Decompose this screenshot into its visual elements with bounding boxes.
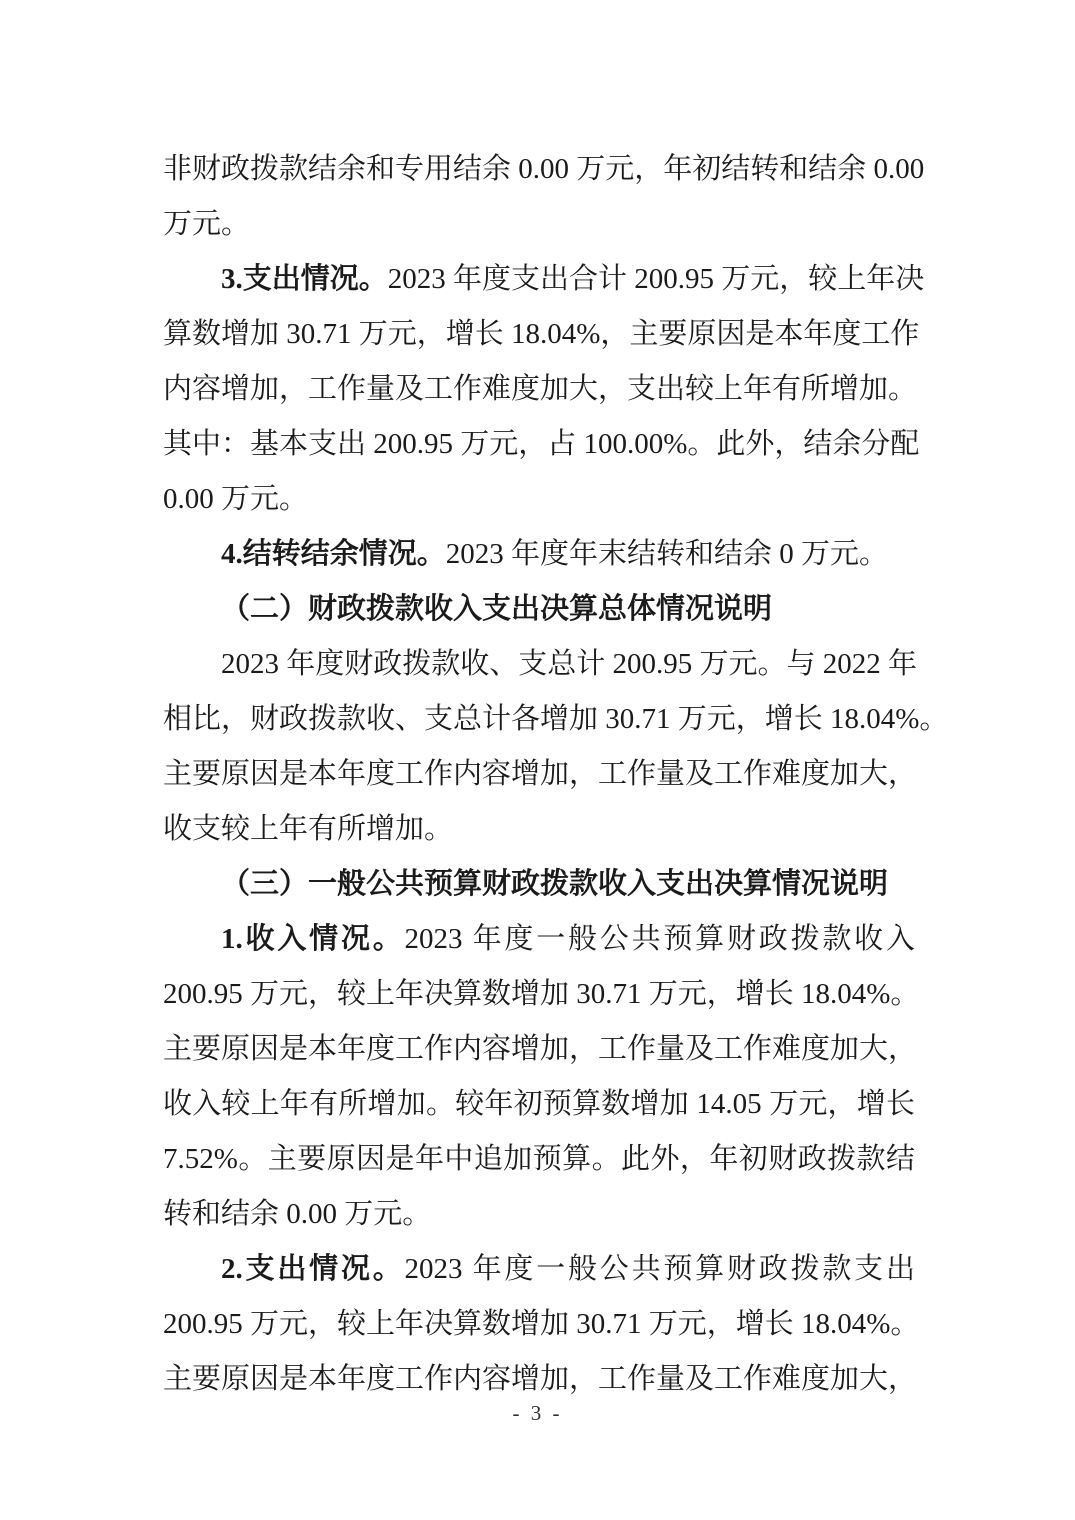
text-segment: 主要原因是本年度工作内容增加，工作量及工作难度加大， <box>163 1363 918 1395</box>
text-segment: 万元。 <box>163 208 251 240</box>
text-line <box>163 1132 915 1187</box>
text-segment: 相比，财政拨款收、支总计各增加 30.71 万元，增长 18.04%。 <box>163 703 949 735</box>
text-segment: 其中：基本支出 200.95 万元，占 100.00%。此外，结余分配 <box>163 428 920 460</box>
text-line <box>163 802 915 857</box>
text-line <box>163 362 918 417</box>
text-line <box>163 692 949 747</box>
text-line <box>163 912 915 967</box>
text-line <box>163 197 915 252</box>
text-line <box>163 472 915 527</box>
bold-text-segment: 2.支出情况。 <box>221 1253 405 1285</box>
text-segment: 200.95 万元，较上年决算数增加 30.71 万元，增长 18.04%。 <box>163 1308 920 1340</box>
bold-text-segment: （三）一般公共预算财政拨款收入支出决算情况说明 <box>221 868 889 900</box>
text-segment: 内容增加，工作量及工作难度加大，支出较上年有所增加。 <box>163 373 918 405</box>
text-line <box>163 967 920 1022</box>
text-line <box>163 252 925 307</box>
text-line <box>163 1077 915 1132</box>
text-line <box>163 1242 915 1297</box>
page-number: - 3 - <box>512 1401 563 1425</box>
bold-text-segment: 4.结转结余情况。 <box>221 538 446 570</box>
text-line <box>163 747 918 802</box>
text-line <box>163 582 915 637</box>
text-line <box>163 1187 915 1242</box>
text-segment: 7.52%。主要原因是年中追加预算。此外，年初财政拨款结 <box>163 1143 915 1175</box>
text-segment: 2023 年度财政拨款收、支总计 200.95 万元。与 2022 年 <box>221 648 918 680</box>
text-line <box>163 1297 920 1352</box>
text-line <box>163 307 920 362</box>
text-segment: 主要原因是本年度工作内容增加，工作量及工作难度加大， <box>163 1033 918 1065</box>
text-line <box>163 637 918 692</box>
text-segment: 2023 年度年末结转和结余 0 万元。 <box>445 538 889 570</box>
text-segment: 算数增加 30.71 万元，增长 18.04%，主要原因是本年度工作 <box>163 318 920 350</box>
text-segment: 收支较上年有所增加。 <box>163 813 454 845</box>
text-segment: 200.95 万元，较上年决算数增加 30.71 万元，增长 18.04%。 <box>163 978 920 1010</box>
text-line <box>163 857 915 912</box>
text-segment: 主要原因是本年度工作内容增加，工作量及工作难度加大， <box>163 758 918 790</box>
text-line <box>163 527 915 582</box>
text-segment: 2023 年度一般公共预算财政拨款收入 <box>404 923 915 955</box>
text-segment: 非财政拨款结余和专用结余 0.00 万元，年初结转和结余 0.00 <box>163 153 925 185</box>
bold-text-segment: 3.支出情况。 <box>221 263 388 295</box>
text-segment: 转和结余 0.00 万元。 <box>163 1198 432 1230</box>
document-body <box>163 142 949 1407</box>
text-segment: 2023 年度一般公共预算财政拨款支出 <box>404 1253 915 1285</box>
text-line <box>163 1022 918 1077</box>
text-segment: 收入较上年有所增加。较年初预算数增加 14.05 万元，增长 <box>163 1088 915 1120</box>
text-line <box>163 142 925 197</box>
text-segment: 0.00 万元。 <box>163 483 309 515</box>
bold-text-segment: 1.收入情况。 <box>221 923 405 955</box>
text-segment: 2023 年度支出合计 200.95 万元，较上年决 <box>387 263 925 295</box>
text-line <box>163 417 920 472</box>
bold-text-segment: （二）财政拨款收入支出决算总体情况说明 <box>221 593 773 625</box>
